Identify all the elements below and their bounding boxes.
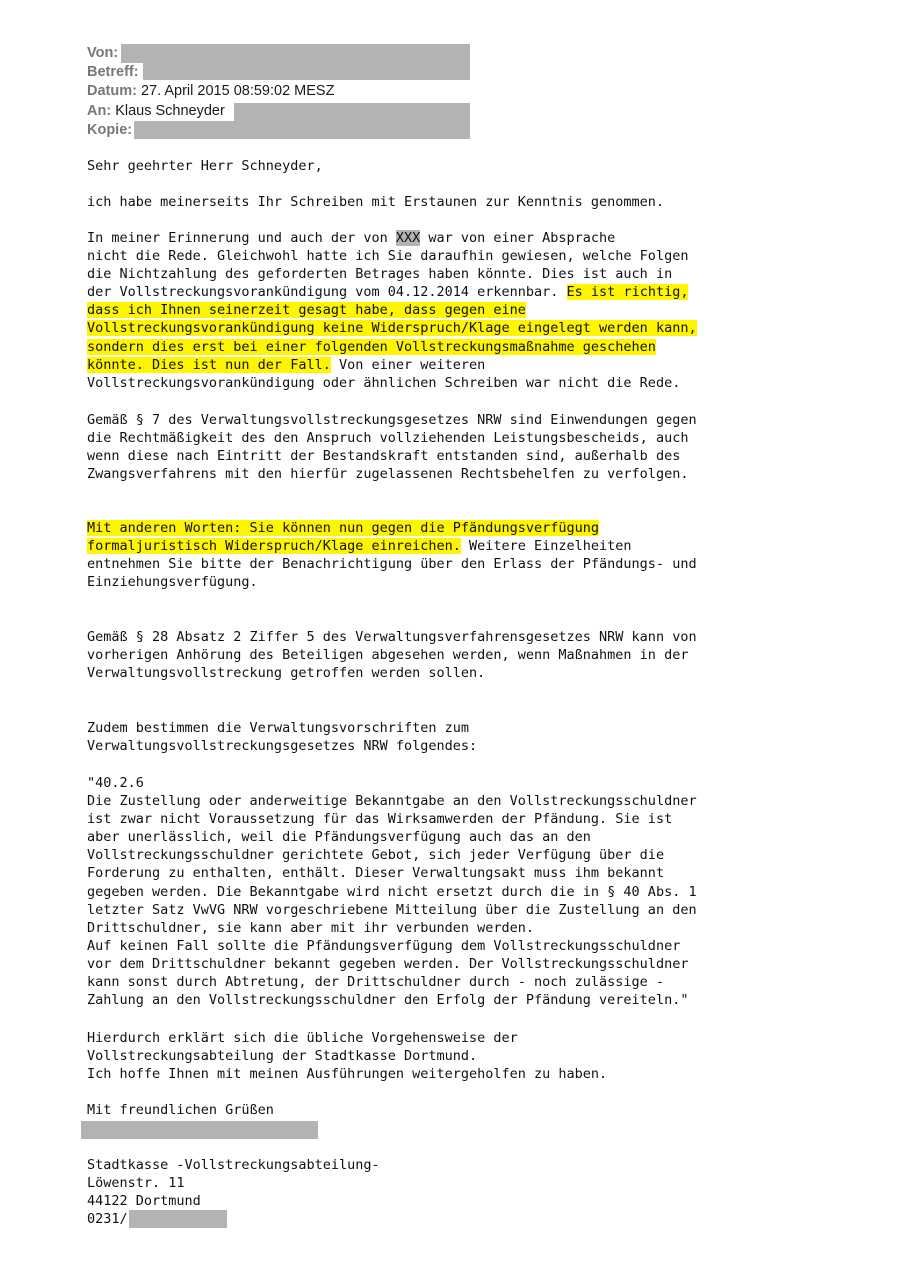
cc-redaction [134,121,470,139]
paragraph-4 [87,519,697,591]
redacted-name: XXX [395,230,421,246]
subject-label: Betreff: [87,64,139,80]
date-row [87,82,334,100]
paragraph-2 [87,229,697,392]
paragraph-1: ich habe meinerseits Ihr Schreiben mit Erstaunen zur Kenntnis genommen. [87,194,665,210]
to-value: Klaus Schneyder [115,103,225,119]
paragraph-5: Gemäß § 28 Absatz 2 Ziffer 5 des Verwaltungsverfahrensgesetzes NRW kann von vorherigen Anhörung des Beteiligen abgesehen werden, wenn Maßnahmen in der Verwaltungsvollstreckung getroffen werden sollen. [87,629,697,682]
from-row [87,44,118,62]
highlighted-statement: Es ist richtig, dass ich Ihnen seinerzeit gesagt habe, dass gegen eine Vollstreckungsvorankündigung keine Widerspruch/Klage eingelegt werden kann, sondern dies erst bei einer folgenden Vollstreckungsmaßnahme geschehen könnte. Dies ist nun der Fall. [87,284,697,373]
from-label: Von: [87,45,119,61]
paragraph-2-intro: In meiner Erinnerung und auch der von [87,230,396,246]
subject-redaction [143,63,470,80]
date-value: 27. April 2015 08:59:02 MESZ [140,83,335,99]
signature-city: 44122 Dortmund [87,1193,201,1209]
to-row [87,102,225,120]
salutation: Sehr geehrter Herr Schneyder, [87,158,323,174]
signature-phone: 0231/ [87,1211,128,1227]
to-label: An: [87,103,112,119]
signature-department: Stadtkasse -Vollstreckungsabteilung- [87,1157,380,1173]
paragraph-2-end: Von einer weiteren Vollstreckungsvorankündigung oder ähnlichen Schreiben war nicht die Rede. [87,356,681,391]
paragraph-4-end: Weitere Einzelheiten entnehmen Sie bitte der Benachrichtigung über den Erlass der Pfändungs- und Einziehungsverfügung. [87,538,697,591]
phone-redaction [129,1210,227,1228]
cc-row [87,121,132,139]
subject-row [87,63,139,81]
closing: Mit freundlichen Grüßen [87,1102,274,1118]
paragraph-3: Gemäß § 7 des Verwaltungsvollstreckungsgesetzes NRW sind Einwendungen gegen die Rechtmäßigkeit des den Anspruch vollziehenden Leistungsbescheids, auch wenn diese nach Eintritt der Bestandskraft entstanden sind, außerhalb des Zwangsverfahrens mit den hierfür zugelassenen Rechtsbehelfen zu verfolgen. [87,412,697,483]
signature-street: Löwenstr. 11 [87,1175,185,1191]
date-label: Datum: [87,83,137,99]
from-redaction [121,44,470,63]
paragraph-6: Zudem bestimmen die Verwaltungsvorschriften zum Verwaltungsvollstreckungsgesetzes NRW folgendes: [87,720,478,755]
paragraph-2-middle: war von einer Absprache nicht die Rede. Gleichwohl hatte ich Sie daraufhin gewiesen, welche Folgen die Nichtzahlung des geforderten Betrages haben könnte. Dies ist auch in der Vollstreckungsvorankündigung vom 04.12.2014 erkennbar. [87,230,689,301]
paragraph-8: Hierdurch erklärt sich die übliche Vorgehensweise der Vollstreckungsabteilung der Stadtkasse Dortmund. Ich hoffe Ihnen mit meinen Ausführungen weitergeholfen zu haben. [87,1030,608,1083]
quoted-regulation: "40.2.6 Die Zustellung oder anderweitige Bekanntgabe an den Vollstreckungsschuldner ist zwar nicht Voraussetzung für das Wirksamwerden der Pfändung. Sie ist aber unerlässlich, weil die Pfändungsverfügung auch das an den Vollstreckungsschuldner gerichtete Gebot, sich jeder Verfügung über die Forderung zu enthalten, enthält. Dieser Verwaltungsakt muss ihm bekannt gegeben werden. Die Bekanntgabe wird nicht ersetzt durch die in § 40 Abs. 1 letzter Satz VwVG NRW vorgeschriebene Mitteilung über die Zustellung an den Drittschuldner, sie kann aber mit ihr verbunden werden. Auf keinen Fall sollte die Pfändungsverfügung dem Vollstreckungsschuldner vor dem Drittschuldner bekannt gegeben werden. Der Vollstreckungsschuldner kann sonst durch Abtretung, der Drittschuldner durch - noch zulässige - Zahlung an den Vollstreckungsschuldner den Erfolg der Pfändung vereiteln." [87,775,697,1009]
cc-label: Kopie: [87,122,133,138]
highlighted-conclusion: Mit anderen Worten: Sie können nun gegen die Pfändungsverfügung formaljuristisch Widerspruch/Klage einreichen. [87,520,600,555]
signature-name-redaction [81,1121,318,1139]
to-redaction [234,103,470,121]
